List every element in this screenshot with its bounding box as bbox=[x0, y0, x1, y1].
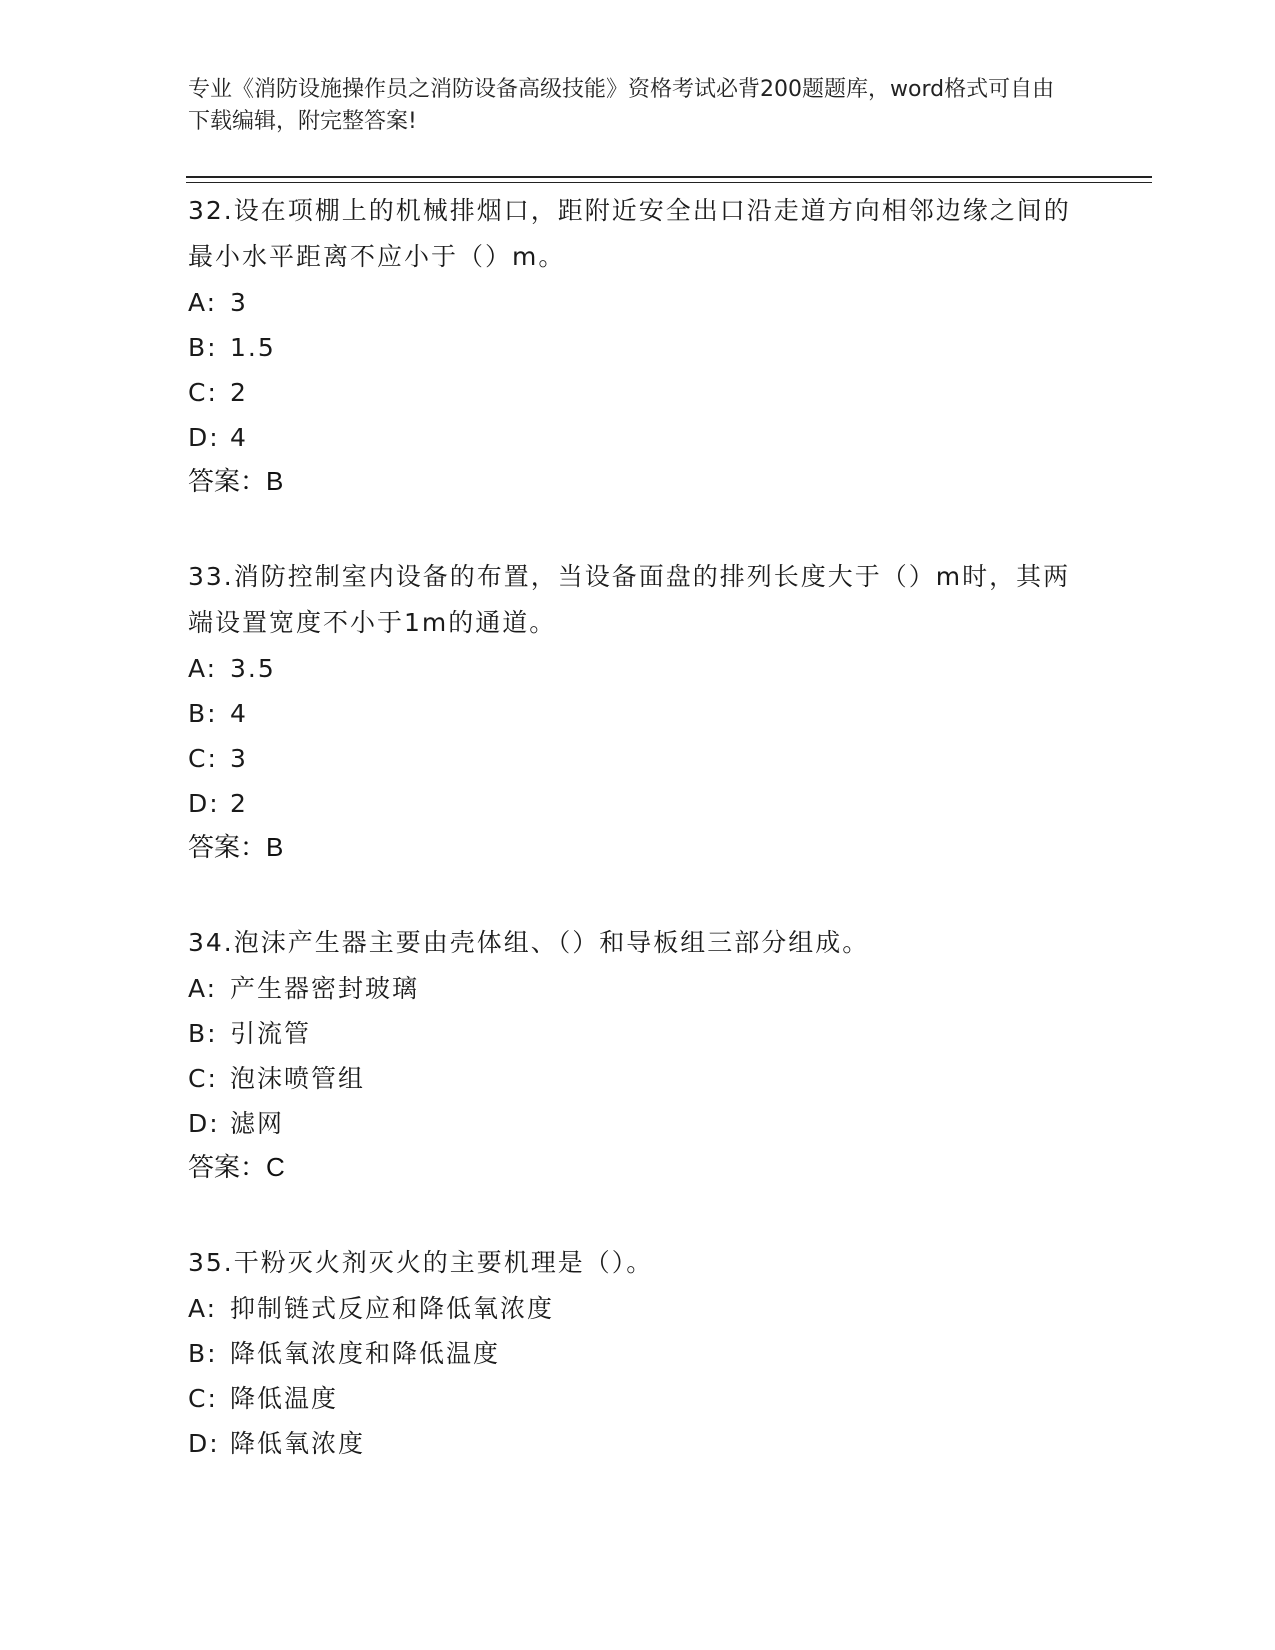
option-key: C: bbox=[188, 1064, 218, 1093]
header-divider-thick bbox=[186, 176, 1152, 178]
option-key: A: bbox=[188, 1294, 218, 1323]
question-stem: 32.设在项棚上的机械排烟口，距附近安全出口沿走道方向相邻边缘之间的最小水平距离不应小于（）m。 bbox=[188, 196, 1071, 271]
option-text: 2 bbox=[230, 378, 248, 407]
option-b bbox=[188, 1331, 1088, 1376]
spacer bbox=[188, 1190, 1088, 1240]
option-d bbox=[188, 781, 1088, 826]
option-c bbox=[188, 370, 1088, 415]
option-key: A: bbox=[188, 288, 218, 317]
option-text: 滤网 bbox=[230, 1109, 285, 1138]
question-35 bbox=[188, 1240, 1088, 1466]
question-list bbox=[188, 188, 1088, 1466]
question-stem: 35.干粉灭火剂灭火的主要机理是（）。 bbox=[188, 1248, 654, 1277]
option-c bbox=[188, 1056, 1088, 1101]
answer-line: 答案：B bbox=[188, 832, 284, 862]
option-a bbox=[188, 280, 1088, 325]
option-d bbox=[188, 1101, 1088, 1146]
option-text: 1.5 bbox=[230, 333, 276, 362]
option-c bbox=[188, 736, 1088, 781]
option-b bbox=[188, 1011, 1088, 1056]
header-divider-thin bbox=[186, 182, 1152, 183]
option-text: 引流管 bbox=[230, 1019, 312, 1048]
option-d bbox=[188, 415, 1088, 460]
option-key: B: bbox=[188, 699, 218, 728]
question-33 bbox=[188, 554, 1088, 870]
document-intro: 专业《消防设施操作员之消防设备高级技能》资格考试必背200题题库，word格式可自由下载编辑，附完整答案! bbox=[188, 77, 1055, 134]
question-32 bbox=[188, 188, 1088, 504]
option-text: 4 bbox=[230, 699, 248, 728]
option-text: 3 bbox=[230, 744, 248, 773]
option-c bbox=[188, 1376, 1088, 1421]
spacer bbox=[188, 870, 1088, 920]
option-d bbox=[188, 1421, 1088, 1466]
answer-line: 答案：B bbox=[188, 466, 284, 496]
option-text: 3.5 bbox=[230, 654, 276, 683]
option-key: B: bbox=[188, 333, 218, 362]
option-text: 降低氧浓度和降低温度 bbox=[230, 1339, 501, 1368]
option-b bbox=[188, 691, 1088, 736]
option-text: 4 bbox=[230, 423, 248, 452]
option-key: A: bbox=[188, 974, 218, 1003]
option-text: 泡沫喷管组 bbox=[230, 1064, 366, 1093]
option-a bbox=[188, 646, 1088, 691]
option-b bbox=[188, 325, 1088, 370]
option-text: 抑制链式反应和降低氧浓度 bbox=[230, 1294, 555, 1323]
option-key: B: bbox=[188, 1019, 218, 1048]
option-text: 降低氧浓度 bbox=[230, 1429, 366, 1458]
option-text: 产生器密封玻璃 bbox=[230, 974, 420, 1003]
option-key: C: bbox=[188, 1384, 218, 1413]
option-a bbox=[188, 1286, 1088, 1331]
question-stem: 33.消防控制室内设备的布置，当设备面盘的排列长度大于（）m时，其两端设置宽度不小于1m的通道。 bbox=[188, 562, 1071, 637]
option-text: 3 bbox=[230, 288, 248, 317]
option-text: 降低温度 bbox=[230, 1384, 339, 1413]
option-key: C: bbox=[188, 378, 218, 407]
question-stem: 34.泡沫产生器主要由壳体组、（）和导板组三部分组成。 bbox=[188, 928, 870, 957]
question-34 bbox=[188, 920, 1088, 1190]
option-key: D: bbox=[188, 789, 220, 818]
option-key: D: bbox=[188, 1109, 220, 1138]
option-key: A: bbox=[188, 654, 218, 683]
option-key: C: bbox=[188, 744, 218, 773]
answer-line: 答案：C bbox=[188, 1152, 285, 1182]
option-key: D: bbox=[188, 1429, 220, 1458]
spacer bbox=[188, 504, 1088, 554]
option-key: B: bbox=[188, 1339, 218, 1368]
option-key: D: bbox=[188, 423, 220, 452]
option-text: 2 bbox=[230, 789, 248, 818]
option-a bbox=[188, 966, 1088, 1011]
